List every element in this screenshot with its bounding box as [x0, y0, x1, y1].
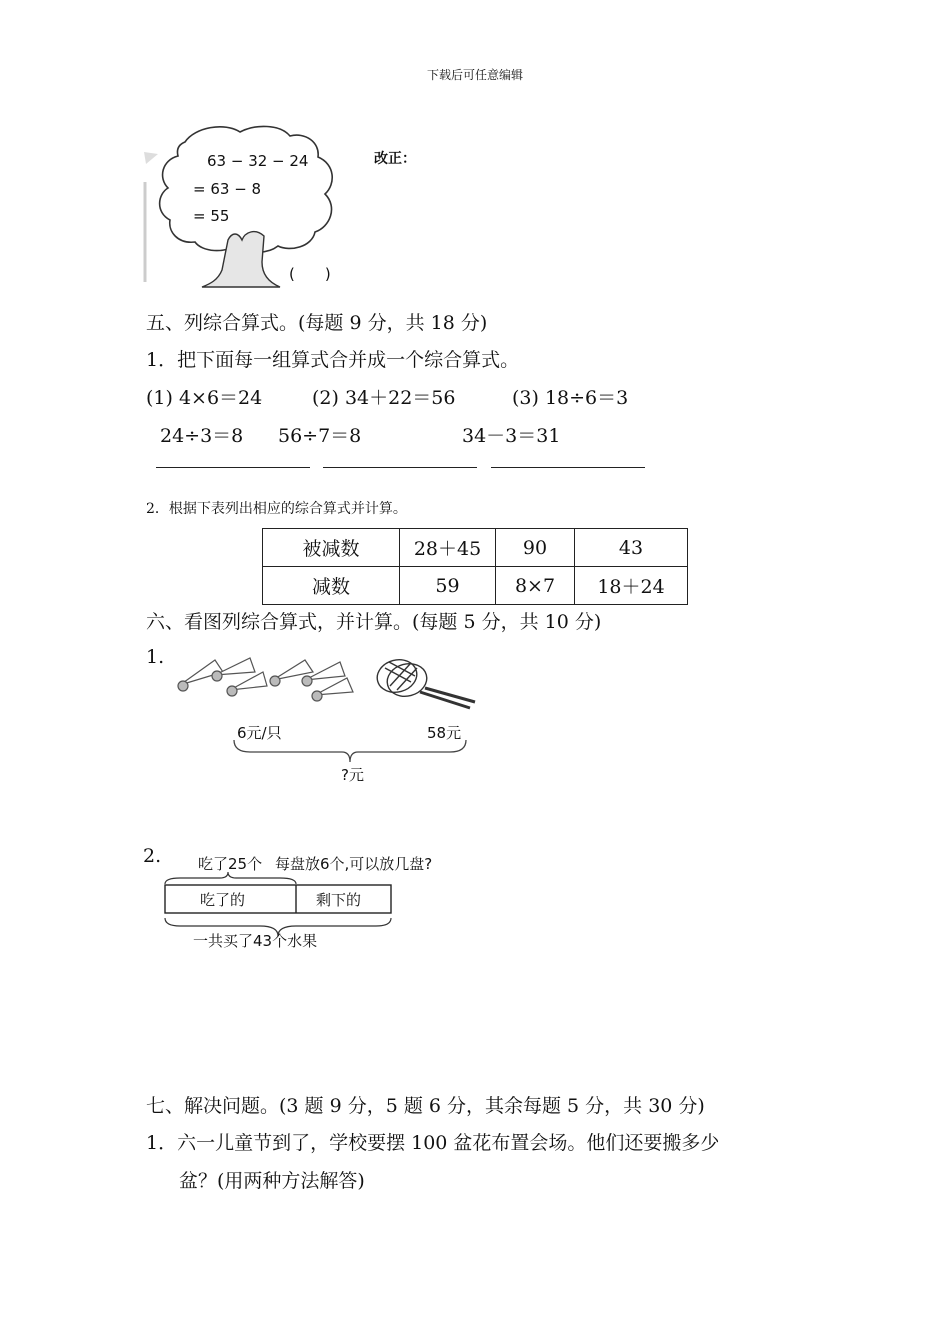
section7-title: 七、解决问题。(3 题 9 分，5 题 6 分，其余每题 5 分，共 30 分): [146, 1095, 705, 1117]
section6-title: 六、看图列综合算式，并计算。(每题 5 分，共 10 分): [146, 611, 602, 633]
shuttlecock-icon: [178, 658, 267, 696]
section5-q2: 2．根据下表列出相应的综合算式并计算。: [146, 501, 407, 517]
group2-line2: 56÷7＝8: [278, 425, 362, 447]
tree-answer-paren: ( ): [289, 265, 331, 283]
tree-line-3: = 55: [193, 207, 230, 225]
problem2-number: 2.: [143, 845, 162, 867]
section7-q1-line1: 1．六一儿童节到了，学校要摆 100 盆花布置会场。他们还要搬多少: [146, 1132, 720, 1154]
subtraction-table: [262, 528, 688, 605]
answer-blank-2[interactable]: [323, 467, 477, 468]
group2-line1: (2) 34＋22＝56: [312, 387, 456, 409]
correction-label: 改正：: [374, 151, 416, 167]
table-cell: 28＋45: [400, 529, 496, 567]
eaten-count: 吃了25个: [198, 855, 263, 873]
table-cell: 减数: [263, 567, 400, 605]
shuttlecock-icon: [270, 660, 353, 701]
page-header: 下载后可任意编辑: [426, 68, 523, 82]
tree-line-1: 63 − 32 − 24: [207, 152, 309, 170]
problem1-number: 1.: [146, 646, 165, 668]
table-cell: 90: [496, 529, 575, 567]
remaining-box-label: 剩下的: [316, 891, 362, 909]
group3-line1: (3) 18÷6＝3: [512, 387, 629, 409]
racket-price: 58元: [427, 724, 462, 742]
group1-line1: (1) 4×6＝24: [146, 387, 263, 409]
total-fruit-label: 一共买了43个水果: [193, 932, 318, 950]
shuttlecock-racket-illustration: [175, 650, 485, 720]
eaten-box-label: 吃了的: [200, 891, 246, 909]
shuttlecock-price: 6元/只: [237, 724, 282, 742]
section5-q1: 1．把下面每一组算式合并成一个综合算式。: [146, 349, 520, 371]
table-row: [263, 529, 688, 567]
tree-line-2: = 63 − 8: [193, 180, 262, 198]
section5-title: 五、列综合算式。(每题 9 分，共 18 分): [146, 312, 488, 334]
racket-icon: [374, 655, 475, 708]
table-cell: 8×7: [496, 567, 575, 605]
table-cell: 18＋24: [575, 567, 688, 605]
plate-question: 每盘放6个,可以放几盘?: [275, 855, 433, 873]
section7-q1-line2: 盆？(用两种方法解答): [179, 1170, 365, 1192]
table-row: [263, 567, 688, 605]
answer-blank-3[interactable]: [491, 467, 645, 468]
table-cell: 59: [400, 567, 496, 605]
table-cell: 被减数: [263, 529, 400, 567]
group1-line2: 24÷3＝8: [160, 425, 244, 447]
group3-line2: 34－3＝31: [462, 425, 561, 447]
total-brace: [230, 738, 470, 766]
total-unknown: ?元: [341, 766, 364, 784]
table-cell: 43: [575, 529, 688, 567]
answer-blank-1[interactable]: [156, 467, 310, 468]
